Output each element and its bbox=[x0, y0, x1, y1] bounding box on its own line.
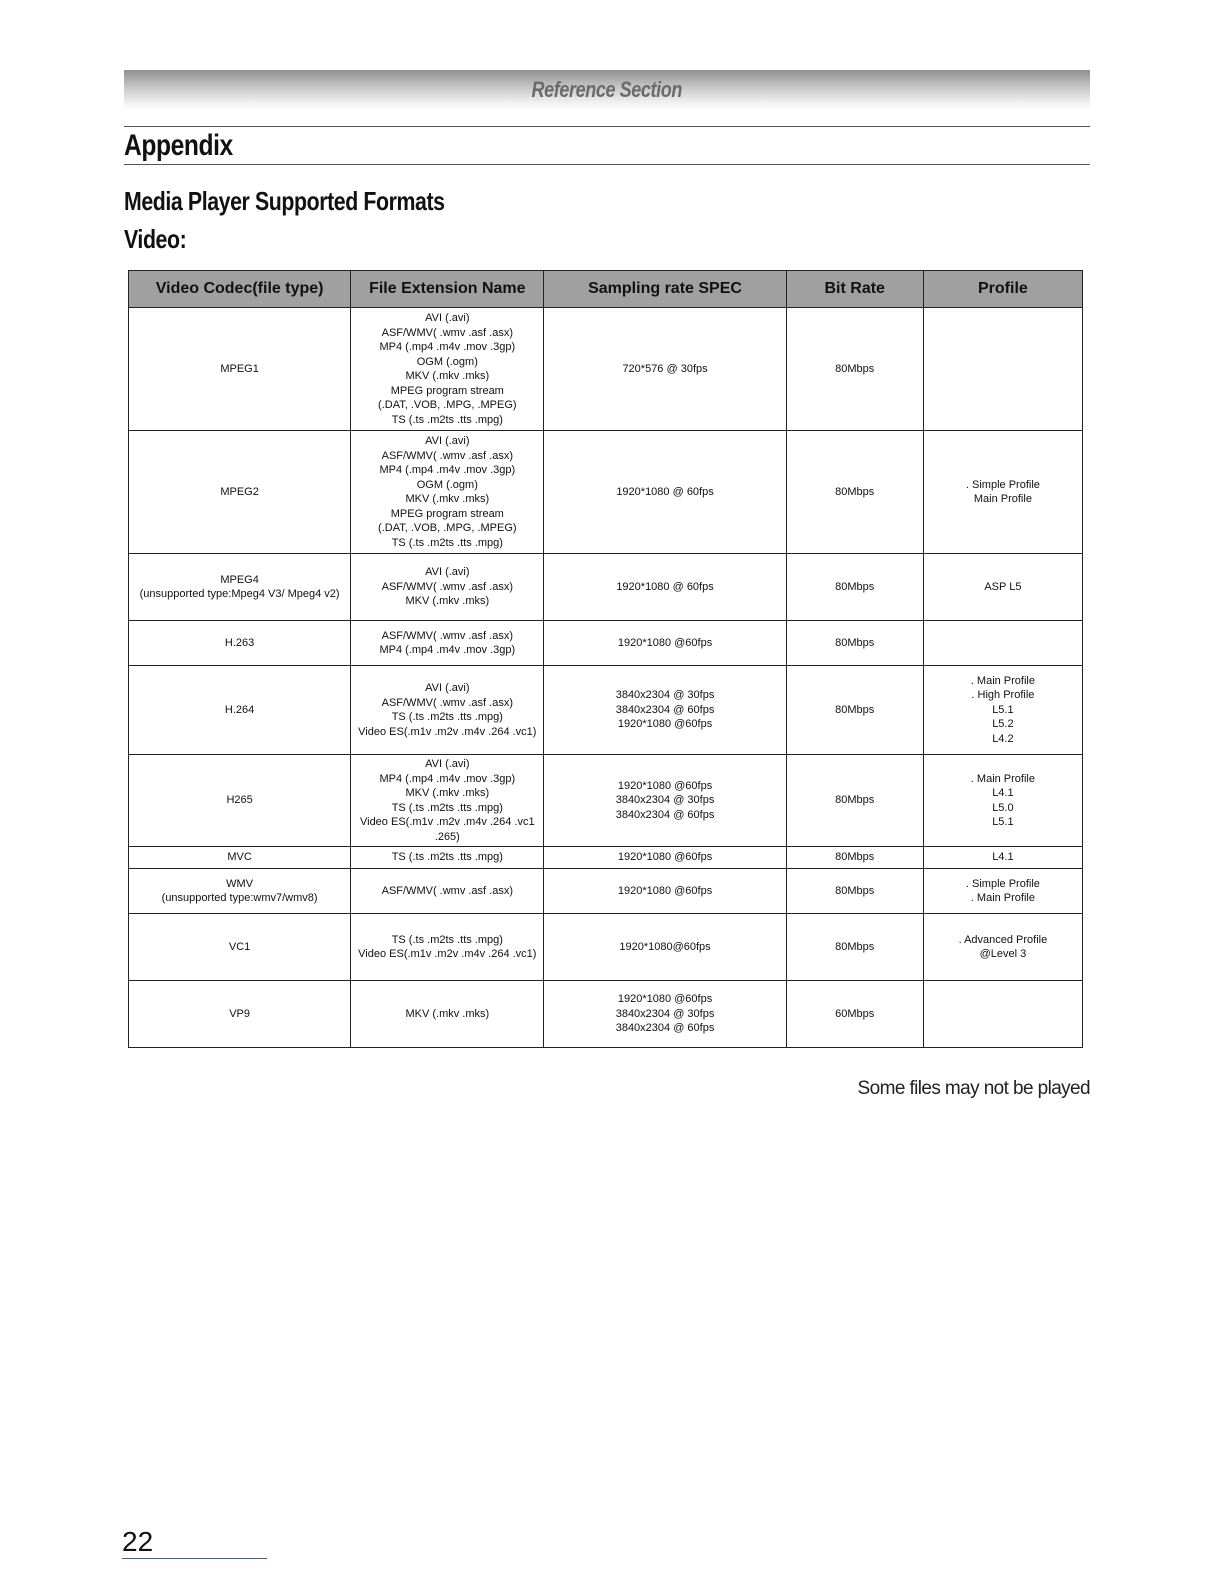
cell-sampling: 1920*1080 @60fps bbox=[544, 621, 786, 666]
cell-profile: ASP L5 bbox=[923, 554, 1082, 621]
cell-sampling: 1920*1080 @60fps bbox=[544, 847, 786, 869]
table-row bbox=[129, 666, 1083, 755]
cell-bitrate: 80Mbps bbox=[786, 847, 923, 869]
cell-codec: VC1 bbox=[129, 914, 351, 981]
column-header-extension: File Extension Name bbox=[351, 271, 544, 308]
cell-sampling: 1920*1080 @60fps 3840x2304 @ 30fps 3840x2304 @ 60fps bbox=[544, 755, 786, 847]
table-row bbox=[129, 755, 1083, 847]
title-top-rule bbox=[124, 126, 1090, 127]
banner-text: Reference Section bbox=[531, 77, 683, 102]
page-number: 22 bbox=[122, 1526, 154, 1557]
cell-bitrate: 80Mbps bbox=[786, 431, 923, 554]
cell-codec: MPEG4 (unsupported type:Mpeg4 V3/ Mpeg4 v2) bbox=[129, 554, 351, 621]
cell-profile: . Main Profile . High Profile L5.1 L5.2 L4.2 bbox=[923, 666, 1082, 755]
page-title: Appendix bbox=[124, 129, 233, 162]
cell-profile: L4.1 bbox=[923, 847, 1082, 869]
cell-codec: H.263 bbox=[129, 621, 351, 666]
subsection-title: Video: bbox=[124, 224, 187, 254]
video-formats-table bbox=[128, 270, 1083, 1048]
column-header-sampling: Sampling rate SPEC bbox=[544, 271, 786, 308]
cell-extensions: MKV (.mkv .mks) bbox=[351, 981, 544, 1048]
cell-sampling: 1920*1080 @ 60fps bbox=[544, 554, 786, 621]
table-row bbox=[129, 869, 1083, 914]
section-title: Media Player Supported Formats bbox=[124, 186, 445, 216]
table-row bbox=[129, 308, 1083, 431]
cell-codec: WMV (unsupported type:wmv7/wmv8) bbox=[129, 869, 351, 914]
page-number-underline bbox=[122, 1558, 267, 1559]
cell-extensions: TS (.ts .m2ts .tts .mpg) bbox=[351, 847, 544, 869]
cell-profile: . Main Profile L4.1 L5.0 L5.1 bbox=[923, 755, 1082, 847]
cell-profile: . Advanced Profile @Level 3 bbox=[923, 914, 1082, 981]
table-row bbox=[129, 621, 1083, 666]
cell-extensions: AVI (.avi) MP4 (.mp4 .m4v .mov .3gp) MKV (.mkv .mks) TS (.ts .m2ts .tts .mpg) Video ES(.m1v .m2v .m4v .264 .vc1 .265) bbox=[351, 755, 544, 847]
cell-bitrate: 60Mbps bbox=[786, 981, 923, 1048]
cell-extensions: ASF/WMV( .wmv .asf .asx) bbox=[351, 869, 544, 914]
table-row bbox=[129, 554, 1083, 621]
cell-profile: . Simple Profile . Main Profile bbox=[923, 869, 1082, 914]
cell-extensions: ASF/WMV( .wmv .asf .asx) MP4 (.mp4 .m4v .mov .3gp) bbox=[351, 621, 544, 666]
table-row bbox=[129, 431, 1083, 554]
cell-sampling: 1920*1080 @60fps 3840x2304 @ 30fps 3840x2304 @ 60fps bbox=[544, 981, 786, 1048]
cell-extensions: AVI (.avi) ASF/WMV( .wmv .asf .asx) MP4 (.mp4 .m4v .mov .3gp) OGM (.ogm) MKV (.mkv .mks) MPEG program stream (.DAT, .VOB, .MPG, .MPEG) TS (.ts .m2ts .tts .mpg) bbox=[351, 431, 544, 554]
cell-codec: MPEG2 bbox=[129, 431, 351, 554]
cell-bitrate: 80Mbps bbox=[786, 755, 923, 847]
cell-codec: H.264 bbox=[129, 666, 351, 755]
cell-sampling: 3840x2304 @ 30fps 3840x2304 @ 60fps 1920*1080 @60fps bbox=[544, 666, 786, 755]
cell-sampling: 1920*1080@60fps bbox=[544, 914, 786, 981]
cell-codec: MVC bbox=[129, 847, 351, 869]
cell-extensions: AVI (.avi) ASF/WMV( .wmv .asf .asx) MP4 (.mp4 .m4v .mov .3gp) OGM (.ogm) MKV (.mkv .mks) MPEG program stream (.DAT, .VOB, .MPG, .MPEG) TS (.ts .m2ts .tts .mpg) bbox=[351, 308, 544, 431]
cell-profile bbox=[923, 308, 1082, 431]
column-header-profile: Profile bbox=[923, 271, 1082, 308]
reference-section-banner bbox=[124, 70, 1090, 110]
cell-codec: H265 bbox=[129, 755, 351, 847]
playback-footnote: Some files may not be played bbox=[857, 1078, 1090, 1099]
cell-sampling: 1920*1080 @ 60fps bbox=[544, 431, 786, 554]
table-row bbox=[129, 981, 1083, 1048]
cell-extensions: AVI (.avi) ASF/WMV( .wmv .asf .asx) TS (.ts .m2ts .tts .mpg) Video ES(.m1v .m2v .m4v .264 .vc1) bbox=[351, 666, 544, 755]
cell-extensions: AVI (.avi) ASF/WMV( .wmv .asf .asx) MKV (.mkv .mks) bbox=[351, 554, 544, 621]
column-header-bitrate: Bit Rate bbox=[786, 271, 923, 308]
cell-profile bbox=[923, 981, 1082, 1048]
cell-bitrate: 80Mbps bbox=[786, 621, 923, 666]
cell-sampling: 1920*1080 @60fps bbox=[544, 869, 786, 914]
cell-profile bbox=[923, 621, 1082, 666]
cell-bitrate: 80Mbps bbox=[786, 869, 923, 914]
cell-sampling: 720*576 @ 30fps bbox=[544, 308, 786, 431]
cell-codec: VP9 bbox=[129, 981, 351, 1048]
table-header-row bbox=[129, 271, 1083, 308]
cell-extensions: TS (.ts .m2ts .tts .mpg) Video ES(.m1v .m2v .m4v .264 .vc1) bbox=[351, 914, 544, 981]
cell-codec: MPEG1 bbox=[129, 308, 351, 431]
cell-profile: . Simple Profile Main Profile bbox=[923, 431, 1082, 554]
table-row bbox=[129, 914, 1083, 981]
title-bottom-rule bbox=[124, 164, 1090, 165]
column-header-codec: Video Codec(file type) bbox=[129, 271, 351, 308]
cell-bitrate: 80Mbps bbox=[786, 666, 923, 755]
cell-bitrate: 80Mbps bbox=[786, 554, 923, 621]
table-row bbox=[129, 847, 1083, 869]
cell-bitrate: 80Mbps bbox=[786, 914, 923, 981]
cell-bitrate: 80Mbps bbox=[786, 308, 923, 431]
